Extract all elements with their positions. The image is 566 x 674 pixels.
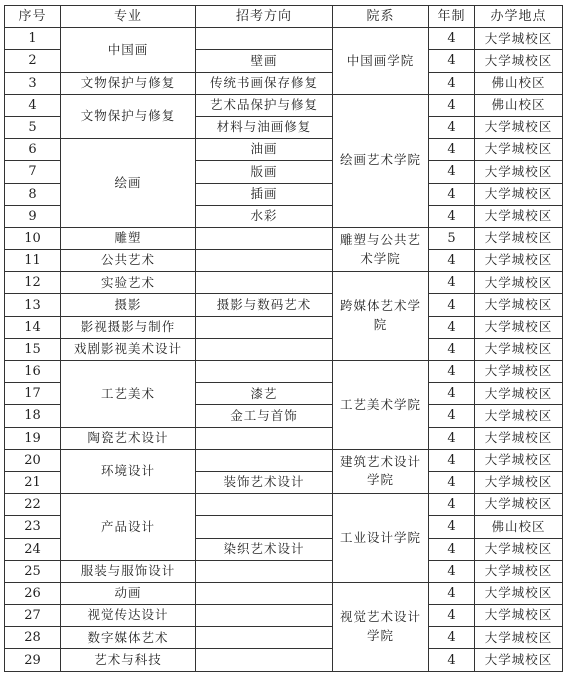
- cell-major: 视觉传达设计: [61, 605, 196, 627]
- college-name: 跨媒体艺术学院: [339, 298, 421, 333]
- cell-direction: [196, 516, 333, 538]
- header-campus: 办学地点: [475, 6, 563, 28]
- cell-years: 4: [429, 560, 475, 582]
- cell-no: 20: [5, 449, 61, 471]
- cell-no: 4: [5, 94, 61, 116]
- cell-years: 4: [429, 582, 475, 604]
- cell-campus: 大学城校区: [475, 316, 563, 338]
- cell-no: 23: [5, 516, 61, 538]
- cell-major: 绘画: [61, 139, 196, 228]
- cell-direction: 壁画: [196, 50, 333, 72]
- table-row: [5, 605, 563, 627]
- cell-college: [333, 272, 429, 361]
- college-name: 雕塑与公共艺术学院: [339, 231, 421, 266]
- cell-direction: [196, 560, 333, 582]
- cell-years: 4: [429, 272, 475, 294]
- cell-major: 陶瓷艺术设计: [61, 427, 196, 449]
- cell-campus: 大学城校区: [475, 116, 563, 138]
- cell-years: 4: [429, 627, 475, 649]
- cell-no: 13: [5, 294, 61, 316]
- table-row: [5, 449, 563, 471]
- cell-no: 9: [5, 205, 61, 227]
- college-name: 视觉艺术设计学院: [339, 609, 421, 643]
- college-name: 工艺美术学院: [339, 396, 421, 412]
- cell-direction: 摄影与数码艺术: [196, 294, 333, 316]
- cell-years: 4: [429, 427, 475, 449]
- cell-direction: 金工与首饰: [196, 405, 333, 427]
- cell-college: [333, 94, 429, 227]
- cell-years: 4: [429, 538, 475, 560]
- cell-campus: 大学城校区: [475, 427, 563, 449]
- table-row: [5, 72, 563, 94]
- cell-direction: [196, 494, 333, 516]
- cell-years: 4: [429, 50, 475, 72]
- cell-years: 4: [429, 116, 475, 138]
- cell-direction: [196, 582, 333, 604]
- cell-campus: 大学城校区: [475, 139, 563, 161]
- cell-major: 产品设计: [61, 494, 196, 561]
- cell-no: 10: [5, 227, 61, 249]
- cell-campus: 大学城校区: [475, 183, 563, 205]
- cell-no: 12: [5, 272, 61, 294]
- college-name: 绘画艺术学院: [339, 152, 421, 168]
- cell-direction: [196, 250, 333, 272]
- cell-no: 24: [5, 538, 61, 560]
- cell-campus: 大学城校区: [475, 338, 563, 360]
- cell-years: 4: [429, 205, 475, 227]
- cell-no: 16: [5, 361, 61, 383]
- cell-years: 4: [429, 94, 475, 116]
- cell-direction: 插画: [196, 183, 333, 205]
- cell-direction: 油画: [196, 139, 333, 161]
- cell-campus: 大学城校区: [475, 582, 563, 604]
- cell-years: 4: [429, 649, 475, 671]
- cell-campus: 大学城校区: [475, 272, 563, 294]
- cell-major: 实验艺术: [61, 272, 196, 294]
- cell-direction: [196, 28, 333, 50]
- cell-major: 影视摄影与制作: [61, 316, 196, 338]
- table-row: [5, 294, 563, 316]
- cell-campus: 大学城校区: [475, 227, 563, 249]
- cell-major: 环境设计: [61, 449, 196, 493]
- cell-campus: 大学城校区: [475, 471, 563, 493]
- college-name: 工业设计学院: [339, 529, 421, 545]
- cell-direction: [196, 361, 333, 383]
- header-years: 年制: [429, 6, 475, 28]
- cell-direction: 传统书画保存修复: [196, 72, 333, 94]
- cell-no: 6: [5, 139, 61, 161]
- cell-campus: 大学城校区: [475, 560, 563, 582]
- table-row: [5, 316, 563, 338]
- cell-no: 22: [5, 494, 61, 516]
- table-row: [5, 627, 563, 649]
- table-row: [5, 28, 563, 50]
- table-row: [5, 227, 563, 249]
- cell-campus: 大学城校区: [475, 538, 563, 560]
- cell-major: 戏剧影视美术设计: [61, 338, 196, 360]
- cell-direction: 版画: [196, 161, 333, 183]
- cell-no: 29: [5, 649, 61, 671]
- cell-direction: 染织艺术设计: [196, 538, 333, 560]
- cell-college: [333, 361, 429, 450]
- table-row: [5, 250, 563, 272]
- header-college: 院系: [333, 6, 429, 28]
- cell-no: 11: [5, 250, 61, 272]
- cell-campus: 佛山校区: [475, 94, 563, 116]
- cell-direction: [196, 605, 333, 627]
- cell-direction: [196, 627, 333, 649]
- cell-no: 25: [5, 560, 61, 582]
- cell-no: 3: [5, 72, 61, 94]
- header-direction: 招考方向: [196, 6, 333, 28]
- cell-years: 4: [429, 161, 475, 183]
- cell-years: 4: [429, 72, 475, 94]
- cell-years: 4: [429, 516, 475, 538]
- cell-major: 中国画: [61, 28, 196, 72]
- cell-campus: 大学城校区: [475, 383, 563, 405]
- admissions-table: [4, 5, 563, 672]
- cell-direction: [196, 449, 333, 471]
- cell-years: 4: [429, 28, 475, 50]
- cell-years: 4: [429, 250, 475, 272]
- cell-direction: [196, 316, 333, 338]
- cell-no: 18: [5, 405, 61, 427]
- cell-no: 26: [5, 582, 61, 604]
- cell-major: 文物保护与修复: [61, 72, 196, 94]
- cell-major: 公共艺术: [61, 250, 196, 272]
- table-row: [5, 582, 563, 604]
- cell-major: 雕塑: [61, 227, 196, 249]
- cell-campus: 大学城校区: [475, 605, 563, 627]
- cell-no: 15: [5, 338, 61, 360]
- cell-direction: 漆艺: [196, 383, 333, 405]
- header-no: 序号: [5, 6, 61, 28]
- cell-major: 文物保护与修复: [61, 94, 196, 138]
- cell-campus: 大学城校区: [475, 205, 563, 227]
- cell-no: 27: [5, 605, 61, 627]
- cell-campus: 大学城校区: [475, 28, 563, 50]
- header-major: 专业: [61, 6, 196, 28]
- cell-college: [333, 449, 429, 493]
- table-row: [5, 427, 563, 449]
- table-row: [5, 338, 563, 360]
- cell-no: 2: [5, 50, 61, 72]
- cell-direction: 材料与油画修复: [196, 116, 333, 138]
- cell-campus: 大学城校区: [475, 294, 563, 316]
- table-row: [5, 649, 563, 671]
- cell-campus: 大学城校区: [475, 627, 563, 649]
- cell-major: 工艺美术: [61, 361, 196, 428]
- admissions-table-wrapper: [4, 5, 563, 672]
- cell-no: 5: [5, 116, 61, 138]
- table-row: [5, 361, 563, 383]
- cell-no: 7: [5, 161, 61, 183]
- cell-college: [333, 494, 429, 583]
- cell-college: [333, 227, 429, 271]
- table-row: [5, 94, 563, 116]
- cell-major: 数字媒体艺术: [61, 627, 196, 649]
- cell-years: 4: [429, 494, 475, 516]
- cell-no: 28: [5, 627, 61, 649]
- cell-no: 14: [5, 316, 61, 338]
- cell-direction: 装饰艺术设计: [196, 471, 333, 493]
- table-row: [5, 560, 563, 582]
- cell-years: 4: [429, 316, 475, 338]
- cell-no: 8: [5, 183, 61, 205]
- table-header-row: [5, 6, 563, 28]
- table-row: [5, 494, 563, 516]
- cell-campus: 大学城校区: [475, 250, 563, 272]
- cell-direction: [196, 649, 333, 671]
- cell-campus: 大学城校区: [475, 405, 563, 427]
- cell-years: 4: [429, 361, 475, 383]
- cell-direction: [196, 272, 333, 294]
- cell-campus: 佛山校区: [475, 516, 563, 538]
- cell-campus: 大学城校区: [475, 449, 563, 471]
- cell-campus: 佛山校区: [475, 72, 563, 94]
- cell-years: 4: [429, 338, 475, 360]
- cell-years: 5: [429, 227, 475, 249]
- cell-major: 摄影: [61, 294, 196, 316]
- table-row: [5, 272, 563, 294]
- cell-major: 艺术与科技: [61, 649, 196, 671]
- cell-direction: 水彩: [196, 205, 333, 227]
- cell-years: 4: [429, 183, 475, 205]
- cell-no: 19: [5, 427, 61, 449]
- cell-college: [333, 582, 429, 671]
- cell-years: 4: [429, 139, 475, 161]
- cell-years: 4: [429, 294, 475, 316]
- cell-years: 4: [429, 605, 475, 627]
- cell-direction: [196, 227, 333, 249]
- cell-years: 4: [429, 449, 475, 471]
- cell-years: 4: [429, 405, 475, 427]
- cell-direction: [196, 427, 333, 449]
- cell-college: 中国画学院: [333, 28, 429, 95]
- cell-years: 4: [429, 383, 475, 405]
- table-row: [5, 139, 563, 161]
- college-name: 建筑艺术设计学院: [339, 453, 421, 488]
- cell-campus: 大学城校区: [475, 50, 563, 72]
- cell-campus: 大学城校区: [475, 361, 563, 383]
- cell-campus: 大学城校区: [475, 161, 563, 183]
- cell-years: 4: [429, 471, 475, 493]
- cell-direction: 艺术品保护与修复: [196, 94, 333, 116]
- cell-campus: 大学城校区: [475, 494, 563, 516]
- cell-no: 17: [5, 383, 61, 405]
- cell-direction: [196, 338, 333, 360]
- cell-no: 1: [5, 28, 61, 50]
- cell-no: 21: [5, 471, 61, 493]
- cell-major: 动画: [61, 582, 196, 604]
- cell-campus: 大学城校区: [475, 649, 563, 671]
- cell-major: 服装与服饰设计: [61, 560, 196, 582]
